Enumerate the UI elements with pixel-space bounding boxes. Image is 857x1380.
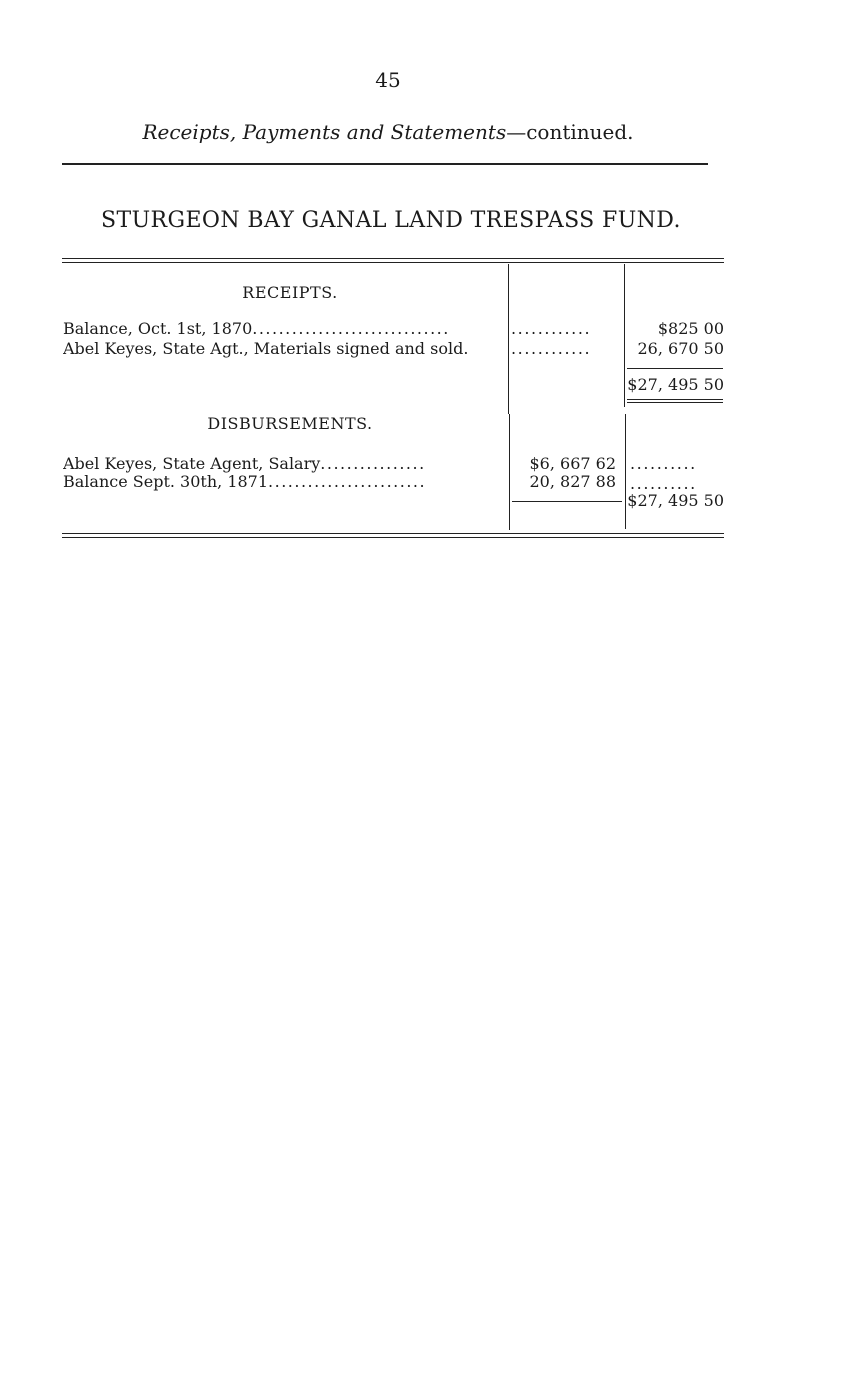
disbursements-heading: DISBURSEMENTS. [207,414,373,433]
column-divider-left-lower [509,414,510,530]
receipt-mid-leader: ............ [511,339,592,358]
page-number: 45 [375,68,401,92]
column-divider-left [508,264,509,414]
receipt-mid-leader: ............ [511,319,592,338]
disbursement-leader: ................ [320,454,426,473]
disbursement-row [63,472,506,492]
receipts-heading: RECEIPTS. [242,283,338,302]
receipt-row [63,339,506,359]
receipt-amount: 26, 670 50 [637,339,724,358]
disbursement-mid-amount: 20, 827 88 [529,472,616,491]
disbursement-label: Balance Sept. 30th, 1871 [63,472,269,491]
disbursements-total: $27, 495 50 [627,491,724,510]
disbursement-leader: ........................ [268,472,427,491]
table-bottom-double-rule [62,533,724,538]
receipt-label: Balance, Oct. 1st, 1870 [63,319,253,338]
disbursements-sum-rule [512,501,622,502]
header-rule [62,163,708,165]
disbursement-mid-amount: $6, 667 62 [529,454,616,473]
receipt-leader: .............................. [252,319,450,338]
running-head [0,120,776,144]
disbursement-right-leader: .......... [630,474,697,493]
receipt-amount: $825 00 [657,319,724,338]
disbursement-label: Abel Keyes, State Agent, Salary [63,454,321,473]
table-top-double-rule [62,258,724,263]
running-head-rest: —continued. [506,120,634,144]
disbursement-row [63,454,506,474]
receipts-total: $27, 495 50 [627,375,724,394]
running-head-italic: Receipts, Payments and Statements [142,120,507,144]
fund-title: STURGEON BAY GANAL LAND TRESPASS FUND. [101,208,681,233]
receipt-row [63,319,506,339]
receipt-label: Abel Keyes, State Agt., Materials signed and sold [63,339,464,358]
receipts-sum-rule [627,368,723,369]
receipts-total-double-rule [627,399,723,403]
disbursement-right-leader: .......... [630,454,697,473]
receipt-leader: . [463,339,470,358]
column-divider-right-lower [625,414,626,529]
